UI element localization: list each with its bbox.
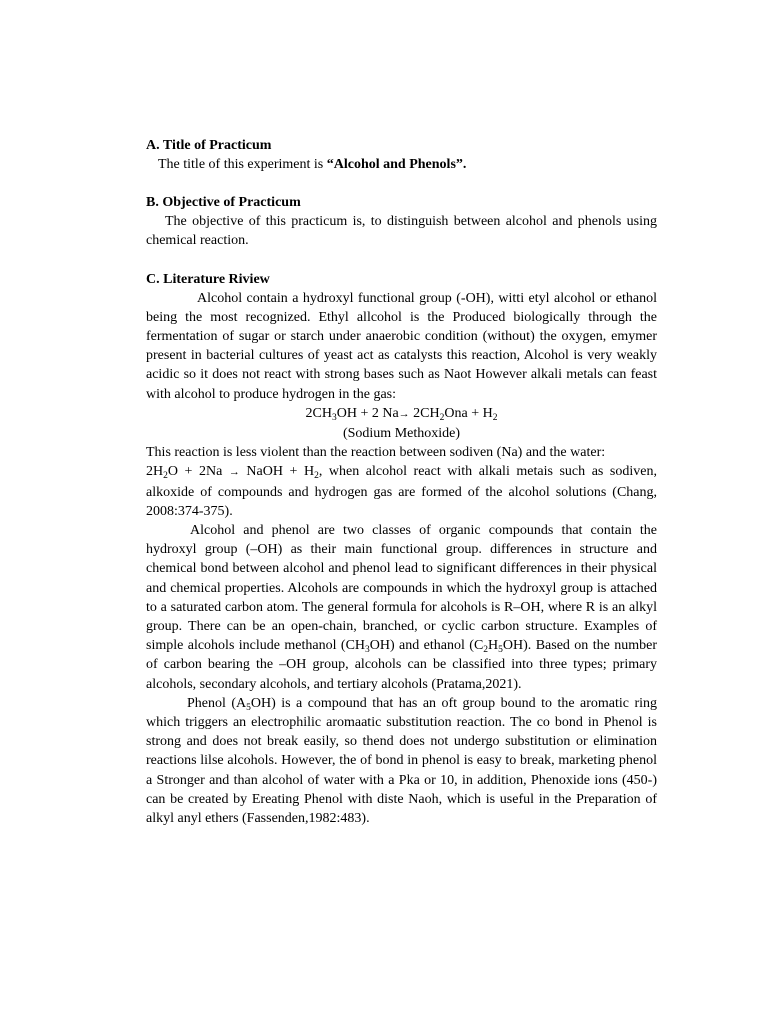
literature-paragraph-2	[146, 443, 657, 521]
subscript: 3	[331, 412, 337, 423]
document-page	[146, 136, 657, 828]
section-b-text: The objective of this practicum is, to distinguish between alcohol and phenols using chemical reaction.	[146, 214, 657, 249]
section-c-heading: C. Literature Riview	[146, 271, 270, 287]
subscript: 2	[439, 412, 445, 423]
section-a-heading: A. Title of Practicum	[146, 138, 272, 153]
equation-part: O + 2Na	[167, 464, 229, 480]
equation-part: , when alcohol react with alkali metais such as sodiven, alkoxide of compounds and hydrogen gas are formed of the alcohol solutions (Chang, 2008:374-375).	[146, 464, 657, 519]
literature-paragraph-4	[146, 694, 657, 828]
subscript: 2	[163, 471, 168, 482]
subscript: 5	[246, 702, 251, 713]
paragraph-2-intro: This reaction is less violent than the reaction between sodiven (Na) and the water:	[146, 445, 606, 461]
equation-caption: (Sodium Methoxide)	[342, 426, 461, 442]
reaction-arrow-icon: →	[398, 407, 410, 420]
subscript: 5	[498, 645, 503, 656]
subscript: 2	[492, 412, 498, 423]
spacer	[146, 174, 657, 193]
equation-part: Ona + H	[444, 405, 493, 421]
paragraph-text: OH) is a compound that has an oft group bound to the aromatic ring which triggers an electrophilic aromaatic substitution reaction. The co bond in Phenol is strong and does not break easily, so thend does not undergo substitution or elimination reactions lilse alcohols. However, the of bond in phenol is easy to break, marketing phenol a Stronger and than alcohol of water with a Pka or 10, in addition, Phenoxide ions (450-) can be created by Ereating Phenol with diste Naoh, which is useful in the Preparation of alkyl anyl ethers (Fassenden,1982:483).	[146, 695, 657, 827]
subscript: 2	[483, 645, 489, 656]
reaction-arrow-icon: →	[228, 466, 240, 479]
equation-part: NaOH + H	[239, 464, 315, 480]
equation-part: 2CH	[305, 405, 332, 421]
chemical-equation-1	[146, 404, 657, 424]
section-b-heading: B. Objective of Practicum	[146, 195, 301, 211]
paragraph-text: Alcohol and phenol are two classes of organic compounds that contain the hydroxyl group (–OH) as their main functional group. differences in structure and chemical bond between alcohol and phenol lead to significant differences in their physical and chemical properties. Alcohols are compounds in which the hydroxyl group is attached to a saturated carbon atom. The general formula for alcohols is R–OH, where R is an alkyl group. There can be an open-chain, branched, or cyclic carbon structure. Examples of simple alcohols include methanol (CH	[146, 523, 657, 654]
equation-part: OH + 2 Na	[336, 405, 399, 421]
equation-part: 2CH	[409, 405, 440, 421]
paragraph-text: OH) and ethanol (C	[369, 638, 484, 654]
paragraph-text: Phenol (A	[187, 695, 247, 711]
literature-paragraph-3	[146, 521, 657, 694]
equation-part: 2H	[146, 464, 164, 480]
spacer	[146, 251, 657, 270]
section-a-text	[146, 155, 657, 174]
experiment-title: “Alcohol and Phenols”.	[326, 157, 467, 172]
section-a-text-prefix: The title of this experiment is	[158, 157, 327, 172]
literature-paragraph-1: Alcohol contain a hydroxyl functional group (-OH), witti etyl alcohol or ethanol being the most recognized. Ethyl allcohol is the Produced biologically through the fermentation of sugar or starch under anaerobic condition (without) the oxygen, emymer present in bacterial cultures of yeast act as catalysts this reaction, Alcohol is very weakly acidic so it does not react with strong bases such as Naot However alkali metals can feast with alcohol to produce hydrogen in the gas:	[146, 290, 657, 402]
subscript: 3	[365, 645, 370, 656]
subscript: 2	[314, 471, 319, 482]
paragraph-text: H	[488, 638, 499, 654]
paragraph-text: OH). Based on the number of carbon bearing the –OH group, alcohols can be classified into three types; primary alcohols, secondary alcohols, and tertiary alcohols (Pratama,2021).	[146, 638, 657, 692]
